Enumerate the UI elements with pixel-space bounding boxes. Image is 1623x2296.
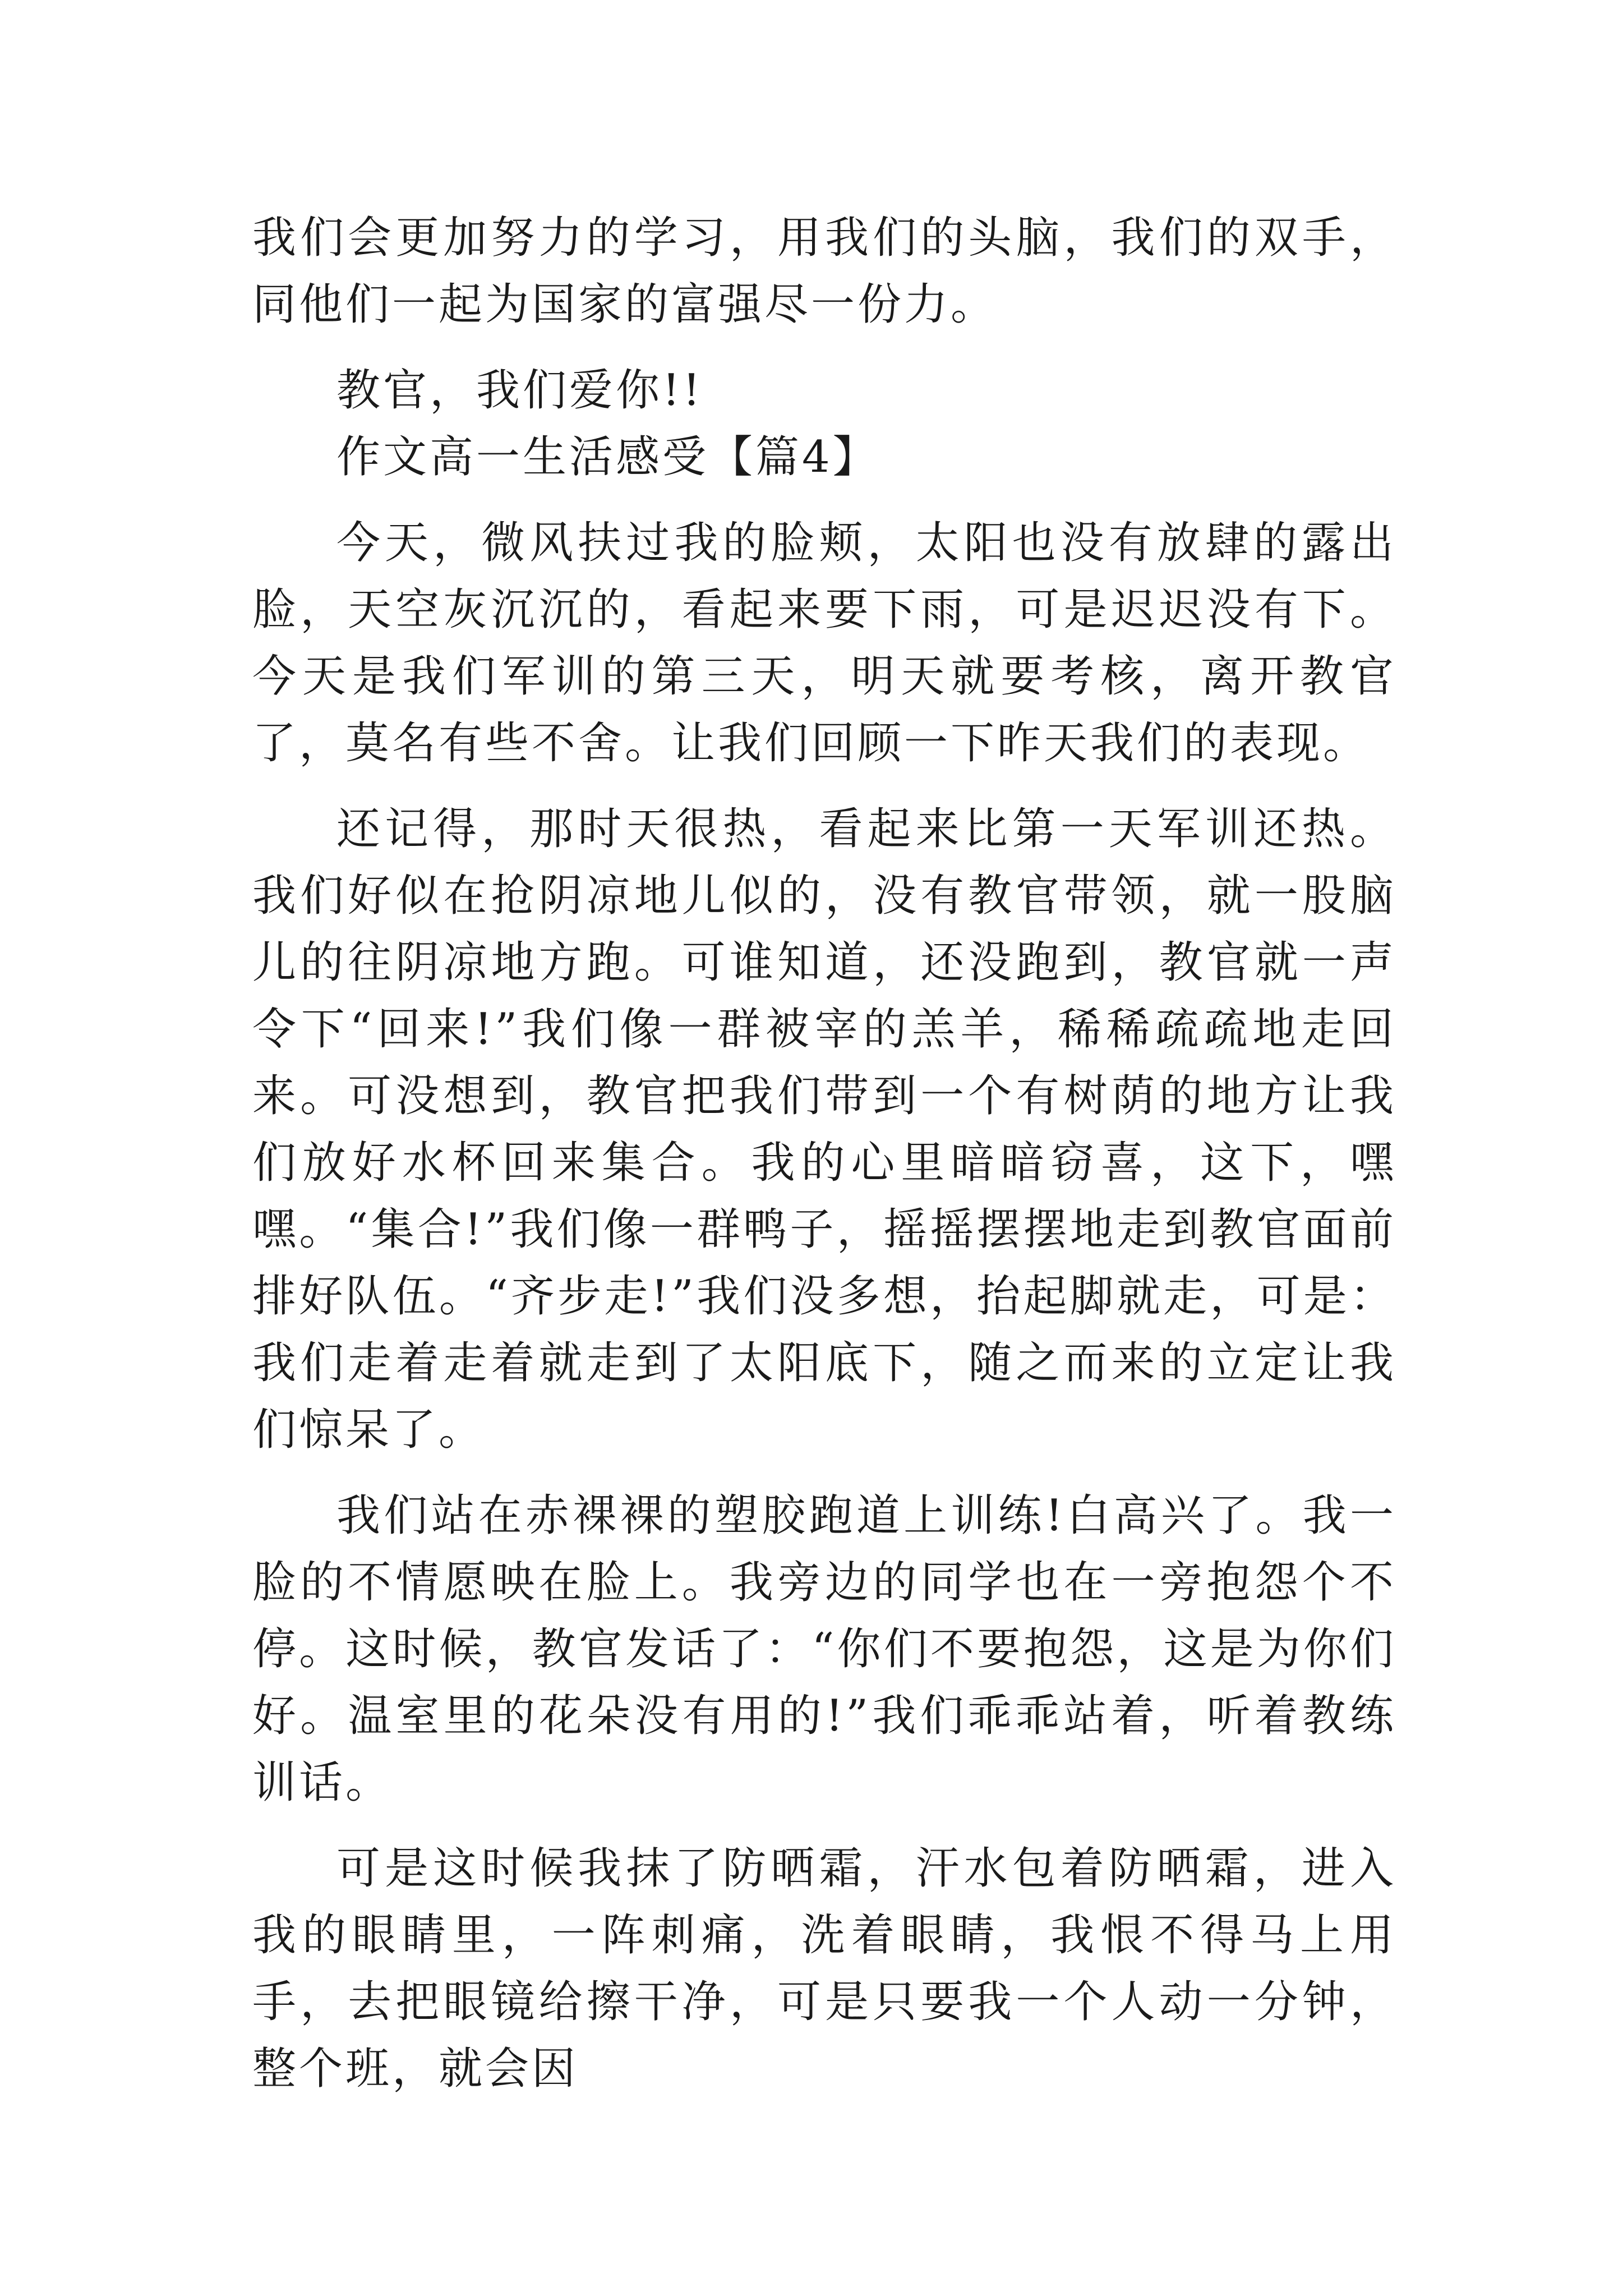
paragraph-4: 可是这时候我抹了防晒霜，汗水包着防晒霜，进入我的眼睛里，一阵刺痛，洗着眼睛，我恨不得马上用手，去把眼镜给擦干净，可是只要我一个人动一分钟，整个班，就会因 bbox=[252, 1843, 1396, 2094]
section-heading: 作文高一生活感受【篇4】 bbox=[336, 432, 879, 482]
document-body bbox=[252, 205, 1396, 2102]
paragraph-exclamation: 教官，我们爱你!! bbox=[336, 365, 703, 416]
paragraph-continuation: 我们会更加努力的学习，用我们的头脑，我们的双手，同他们一起为国家的富强尽一份力。 bbox=[252, 213, 1396, 330]
paragraph-1: 今天，微风扶过我的脸颊，太阳也没有放肆的露出脸，天空灰沉沉的，看起来要下雨，可是迟迟没有下。今天是我们军训的第三天，明天就要考核，离开教官了，莫名有些不舍。让我们回顾一下昨天我们的表现。 bbox=[252, 518, 1396, 769]
paragraph-3: 我们站在赤裸裸的塑胶跑道上训练!白高兴了。我一脸的不情愿映在脸上。我旁边的同学也在一旁抱怨个不停。这时候，教官发话了：“你们不要抱怨，这是为你们好。温室里的花朵没有用的!”我们乖乖站着，听着教练训话。 bbox=[252, 1490, 1396, 1808]
paragraph-2: 还记得，那时天很热，看起来比第一天军训还热。我们好似在抢阴凉地儿似的，没有教官带领，就一股脑儿的往阴凉地方跑。可谁知道，还没跑到，教官就一声令下“回来!”我们像一群被宰的羔羊，稀稀疏疏地走回来。可没想到，教官把我们带到一个有树荫的地方让我们放好水杯回来集合。我的心里暗暗窃喜，这下，嘿嘿。“集合!”我们像一群鸭子，摇摇摆摆地走到教官面前排好队伍。“齐步走!”我们没多想，抬起脚就走，可是：我们走着走着就走到了太阳底下，随之而来的立定让我们惊呆了。 bbox=[252, 804, 1396, 1455]
